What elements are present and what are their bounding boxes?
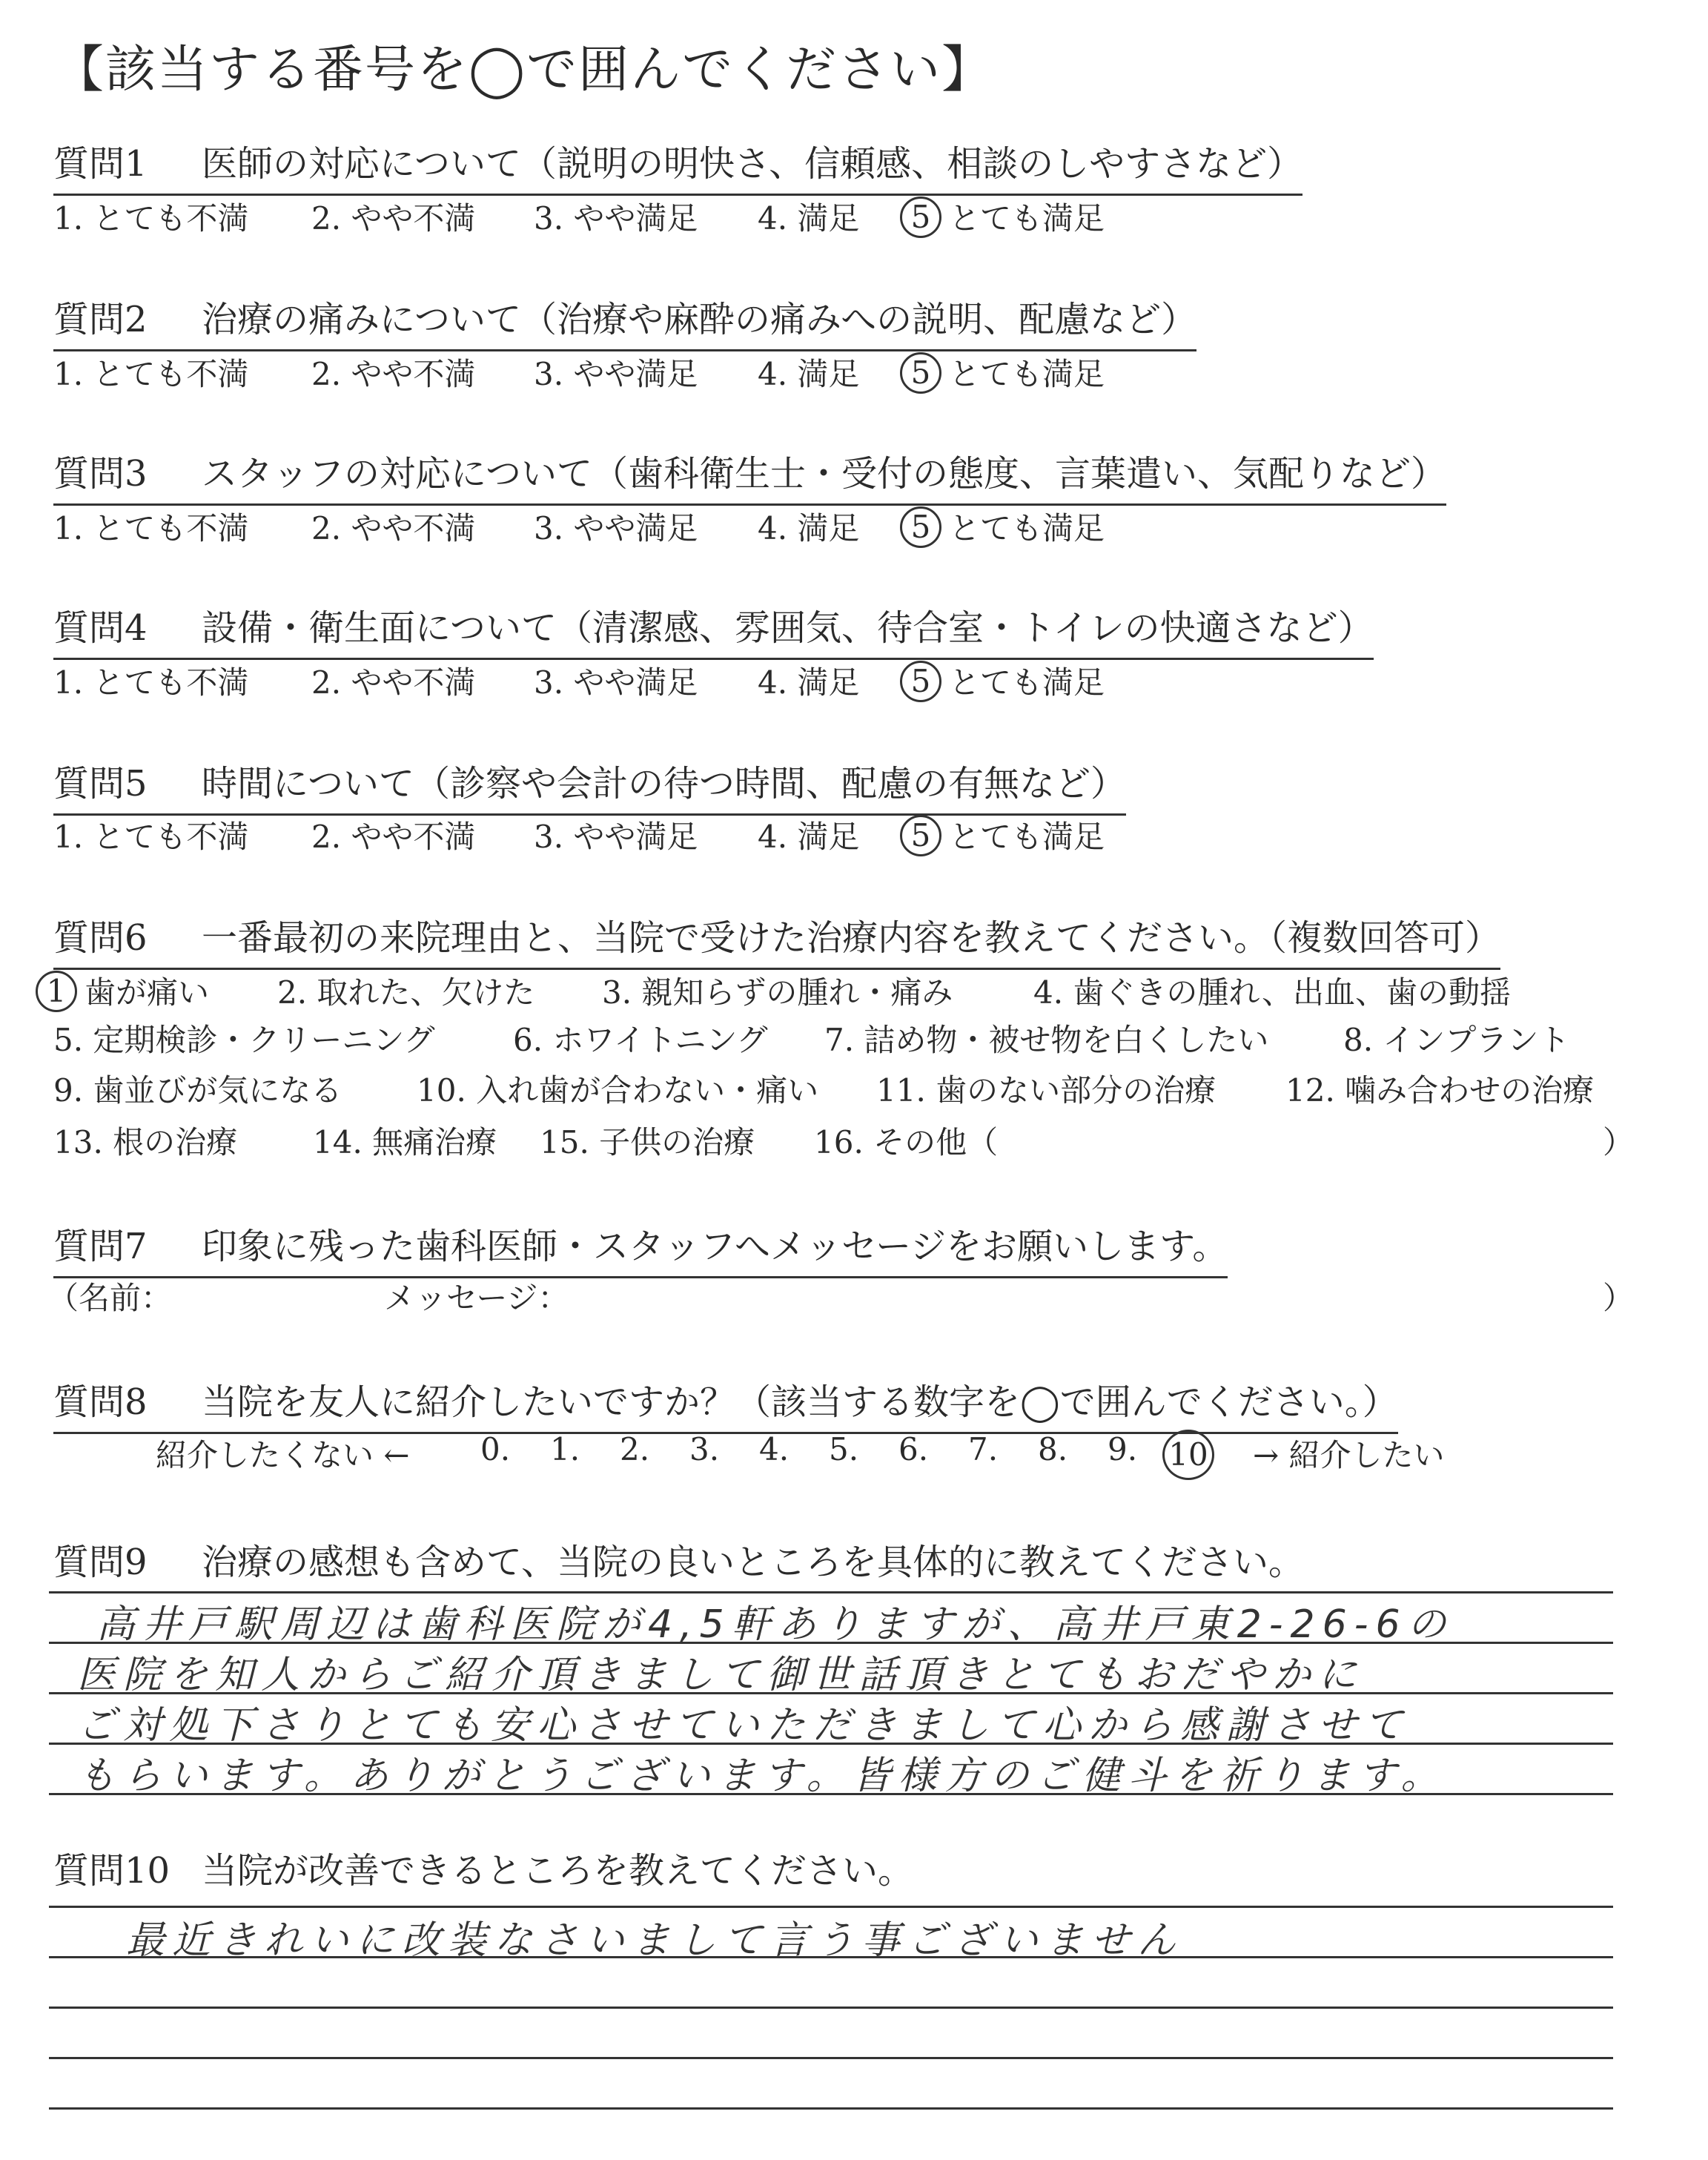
name-field-label[interactable]: （名前： [47, 1280, 173, 1316]
scale-5[interactable]: 5. [829, 1431, 859, 1467]
scale-10-selected[interactable] [1162, 1431, 1222, 1482]
answer-line [49, 2107, 1613, 2110]
q6-option-8[interactable]: 8. インプラント [1343, 1022, 1570, 1058]
question-text: スタッフの対応について（歯科衛生士・受付の態度、言葉遣い、気配りなど） [202, 453, 1447, 495]
option-4[interactable]: 4. 満足 [758, 510, 860, 546]
question-number: 質問10 [53, 1850, 171, 1892]
question-9 [53, 1533, 1304, 1585]
question-number: 質問8 [53, 1381, 148, 1423]
question-number: 質問1 [53, 143, 148, 185]
question-text: 医師の対応について（説明の明快さ、信頼感、相談のしやすさなど） [202, 143, 1303, 185]
question-number: 質問7 [53, 1226, 148, 1267]
question-number: 質問6 [53, 917, 148, 959]
question-10 [53, 1842, 913, 1893]
question-5 [53, 755, 1126, 816]
question-text: 印象に残った歯科医師・スタッフへメッセージをお願いします。 [202, 1226, 1228, 1267]
scale-8[interactable]: 8. [1038, 1431, 1068, 1467]
handwritten-answer-line: もらいます。ありがとうございます。皆様方のご健斗を祈ります。 [77, 1754, 1447, 1798]
option-1[interactable]: 1. とても不満 [53, 356, 249, 392]
question-3 [53, 445, 1446, 506]
scale-right-label: → 紹介したい [1253, 1437, 1445, 1473]
question-text: 一番最初の来院理由と、当院で受けた治療内容を教えてください。（複数回答可） [202, 917, 1501, 959]
message-field-label[interactable]: メッセージ： [384, 1280, 569, 1316]
option-5-selected[interactable]: 5 とても満足 [900, 194, 1105, 240]
option-5-selected[interactable]: 5 とても満足 [900, 504, 1105, 549]
scale-2[interactable]: 2. [620, 1431, 650, 1467]
question-text: 治療の痛みについて（治療や麻酔の痛みへの説明、配慮など） [202, 299, 1197, 340]
option-3[interactable]: 3. やや満足 [534, 664, 698, 701]
q6-option-9[interactable]: 9. 歯並びが気になる [53, 1072, 342, 1109]
scale-1[interactable]: 1. [550, 1431, 580, 1467]
question-8 [53, 1373, 1398, 1434]
handwritten-answer-line: 最近きれいに改装なさいまして言う事ございません [126, 1918, 1184, 1963]
answer-line [49, 1906, 1613, 1908]
handwritten-answer-line: 高井戸駅周辺は歯科医院が4,5軒ありますが、高井戸東2-26-6の [96, 1602, 1454, 1647]
option-2[interactable]: 2. やや不満 [311, 819, 476, 855]
q6-option-5[interactable]: 5. 定期検診・クリーニング [53, 1022, 435, 1058]
question-number: 質問5 [53, 763, 148, 805]
question-number: 質問4 [53, 607, 148, 649]
question-number: 質問9 [53, 1542, 148, 1583]
option-5-selected[interactable]: 5 とても満足 [900, 658, 1105, 704]
q6-option-4[interactable]: 4. 歯ぐきの腫れ、出血、歯の動揺 [1033, 974, 1511, 1011]
question-number: 質問2 [53, 299, 148, 340]
selected-circle: 10 [1162, 1430, 1214, 1480]
selected-circle: 1 [36, 971, 77, 1012]
question-2 [53, 291, 1196, 351]
q6-option-13[interactable]: 13. 根の治療 [53, 1124, 238, 1160]
option-5-selected[interactable]: 5 とても満足 [900, 350, 1105, 395]
scale-3[interactable]: 3. [689, 1431, 720, 1467]
handwritten-answer-line: ご対処下さりとても安心させていただきまして心から感謝させて [77, 1703, 1411, 1748]
scale-left-label: 紹介したくない ← [156, 1437, 410, 1473]
selected-circle: 5 [900, 506, 941, 548]
option-3[interactable]: 3. やや満足 [534, 510, 698, 546]
option-4[interactable]: 4. 満足 [758, 356, 860, 392]
selected-circle: 5 [900, 352, 941, 394]
question-text: 当院を友人に紹介したいですか？（該当する数字を◯で囲んでください。） [202, 1381, 1398, 1423]
q6-option-16[interactable]: 16. その他（ [814, 1124, 999, 1160]
question-text: 当院が改善できるところを教えてください。 [202, 1850, 914, 1892]
option-1[interactable]: 1. とても不満 [53, 664, 249, 701]
selected-circle: 5 [900, 196, 941, 238]
option-1[interactable]: 1. とても不満 [53, 819, 249, 855]
q6-option-1-selected[interactable]: 1 歯が痛い [36, 968, 209, 1014]
question-text: 時間について（診察や会計の待つ時間、配慮の有無など） [202, 763, 1127, 805]
scale-7[interactable]: 7. [968, 1431, 999, 1467]
question-text: 治療の感想も含めて、当院の良いところを具体的に教えてください。 [202, 1542, 1305, 1583]
question-number: 質問3 [53, 453, 148, 495]
option-1[interactable]: 1. とても不満 [53, 200, 249, 237]
q6-option-10[interactable]: 10. 入れ歯が合わない・痛い [417, 1072, 819, 1109]
handwritten-answer-line: 医院を知人からご紹介頂きまして御世話頂きとてもおだやかに [77, 1653, 1365, 1697]
option-4[interactable]: 4. 満足 [758, 819, 860, 855]
option-2[interactable]: 2. やや不満 [311, 510, 476, 546]
option-2[interactable]: 2. やや不満 [311, 664, 476, 701]
option-2[interactable]: 2. やや不満 [311, 356, 476, 392]
q6-other-close-paren: ） [1603, 1124, 1635, 1160]
answer-line [49, 2007, 1613, 2009]
question-6 [53, 909, 1500, 970]
option-2[interactable]: 2. やや不満 [311, 200, 476, 237]
q6-option-15[interactable]: 15. 子供の治療 [540, 1124, 755, 1160]
page-title: 【該当する番号を◯で囲んでください】 [53, 41, 994, 99]
q6-option-6[interactable]: 6. ホワイトニング [513, 1022, 768, 1058]
q7-close-paren: ） [1603, 1280, 1635, 1316]
option-4[interactable]: 4. 満足 [758, 664, 860, 701]
q6-option-14[interactable]: 14. 無痛治療 [313, 1124, 497, 1160]
q6-option-2[interactable]: 2. 取れた、欠けた [277, 974, 535, 1011]
option-3[interactable]: 3. やや満足 [534, 356, 698, 392]
option-5-selected[interactable]: 5 とても満足 [900, 813, 1105, 858]
option-3[interactable]: 3. やや満足 [534, 819, 698, 855]
q6-option-7[interactable]: 7. 詰め物・被せ物を白くしたい [824, 1022, 1269, 1058]
answer-line [49, 2057, 1613, 2059]
q6-option-12[interactable]: 12. 噛み合わせの治療 [1285, 1072, 1595, 1109]
selected-circle: 5 [900, 661, 941, 702]
selected-circle: 5 [900, 815, 941, 856]
scale-6[interactable]: 6. [898, 1431, 929, 1467]
q6-option-3[interactable]: 3. 親知らずの腫れ・痛み [602, 974, 953, 1011]
question-7 [53, 1218, 1228, 1278]
question-1 [53, 135, 1302, 196]
q6-option-11[interactable]: 11. 歯のない部分の治療 [876, 1072, 1217, 1109]
option-1[interactable]: 1. とても不満 [53, 510, 249, 546]
question-text: 設備・衛生面について（清潔感、雰囲気、待合室・トイレの快適さなど） [202, 607, 1374, 649]
scale-0[interactable]: 0. [480, 1431, 511, 1467]
scale-4[interactable]: 4. [759, 1431, 790, 1467]
option-4[interactable]: 4. 満足 [758, 200, 860, 237]
option-3[interactable]: 3. やや満足 [534, 200, 698, 237]
question-4 [53, 599, 1374, 660]
scale-9[interactable]: 9. [1108, 1431, 1138, 1467]
